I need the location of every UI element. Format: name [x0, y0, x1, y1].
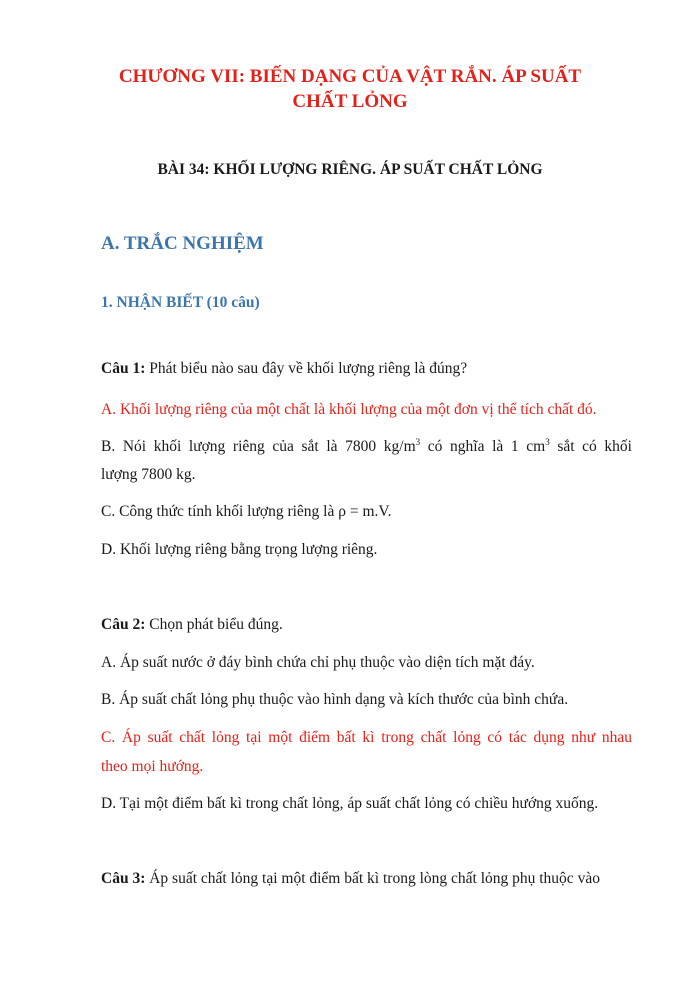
question-1-option-b-continued: lượng 7800 kg.	[101, 466, 196, 483]
question-3-label: Câu 3:	[101, 870, 146, 887]
question-2-option-d: D. Tại một điểm bất kì trong chất lỏng, áp suất chất lỏng có chiều hướng xuống.	[101, 795, 599, 812]
question-2-option-c-continued: theo mọi hướng.	[101, 758, 204, 775]
chapter-title: CHƯƠNG VII: BIẾN DẠNG CỦA VẬT RẮN. ÁP SUẤT CHẤT LỎNG	[118, 66, 582, 112]
question-2-stem	[101, 615, 632, 635]
lesson-title: BÀI 34: KHỐI LƯỢNG RIÊNG. ÁP SUẤT CHẤT LỎNG	[157, 161, 543, 178]
subsection-heading: 1. NHẬN BIẾT (10 câu)	[101, 294, 260, 311]
question-1-option-b-part2: có nghĩa là 1 cm	[420, 438, 546, 455]
superscript-cubed: 3	[415, 436, 421, 447]
section-heading: A. TRẮC NGHIỆM	[101, 233, 264, 254]
question-2-label: Câu 2:	[101, 616, 146, 633]
question-2-option-b: B. Áp suất chất lỏng phụ thuộc vào hình dạng và kích thước của bình chứa.	[101, 691, 569, 708]
question-1-option-c: C. Công thức tính khối lượng riêng là ρ = m.V.	[101, 503, 392, 520]
superscript-cubed: 3	[545, 436, 550, 447]
question-1-option-a: A. Khối lượng riêng của một chất là khối lượng của một đơn vị thể tích chất đó.	[101, 401, 597, 418]
question-1-option-b	[101, 437, 632, 457]
question-3-text: Áp suất chất lỏng tại một điểm bất kì trong lòng chất lỏng phụ thuộc vào	[145, 870, 600, 887]
question-1-label: Câu 1:	[101, 360, 146, 377]
question-2-option-a: A. Áp suất nước ở đáy bình chứa chỉ phụ thuộc vào diện tích mặt đáy.	[101, 654, 535, 671]
question-1-stem	[101, 359, 632, 379]
question-3-stem	[101, 869, 632, 889]
question-2-option-c: C. Áp suất chất lỏng tại một điểm bất kì trong chất lỏng có tác dụng như nhau	[101, 729, 632, 746]
question-1-text: Phát biểu nào sau đây về khối lượng riêng là đúng?	[145, 360, 468, 377]
question-1-option-d: D. Khối lượng riêng bằng trọng lượng riêng.	[101, 541, 378, 558]
question-2-text: Chọn phát biểu đúng.	[145, 616, 283, 633]
question-1-option-b-part1: B. Nói khối lượng riêng của sắt là 7800 kg/m	[101, 438, 416, 455]
question-1-option-b-part3: sắt có khối	[549, 438, 632, 455]
